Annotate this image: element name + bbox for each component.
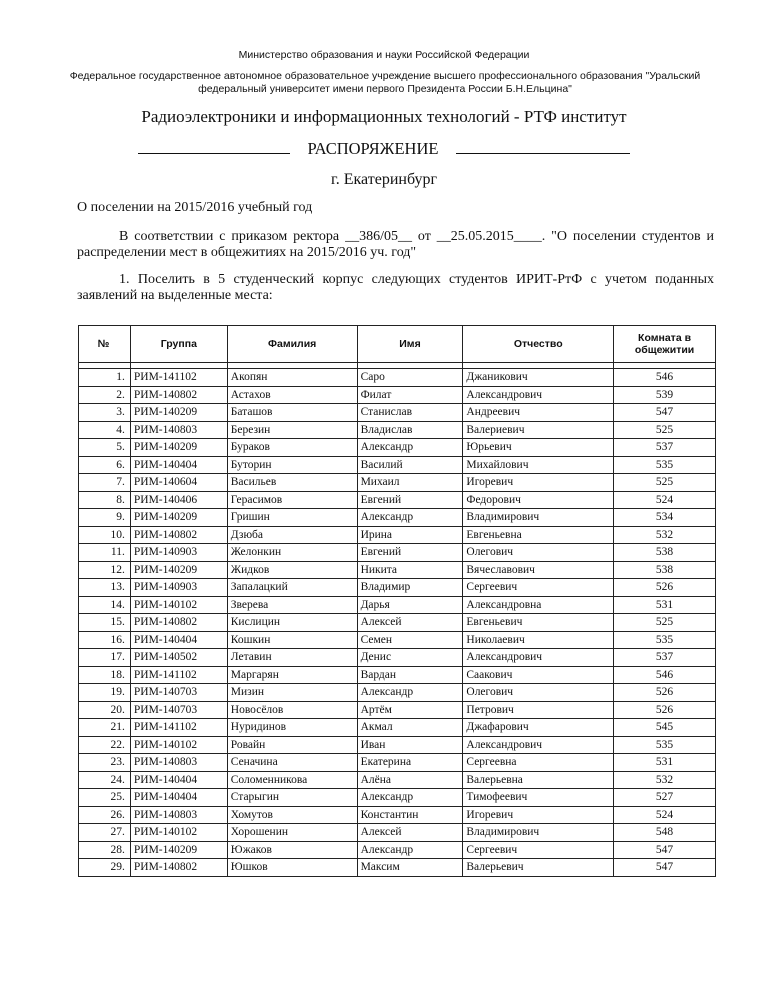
row-patronymic: Юрьевич bbox=[463, 439, 614, 457]
row-surname: Баташов bbox=[227, 404, 357, 422]
row-name: Максим bbox=[357, 859, 463, 877]
table-row bbox=[79, 404, 716, 422]
row-number: 5. bbox=[79, 439, 131, 457]
row-patronymic: Сергеевна bbox=[463, 754, 614, 772]
row-room: 532 bbox=[614, 771, 716, 789]
row-number: 22. bbox=[79, 736, 131, 754]
table-row bbox=[79, 509, 716, 527]
row-patronymic: Олегович bbox=[463, 544, 614, 562]
row-room: 525 bbox=[614, 474, 716, 492]
row-number: 2. bbox=[79, 386, 131, 404]
row-room: 524 bbox=[614, 806, 716, 824]
row-group: РИМ-140703 bbox=[130, 684, 227, 702]
row-name: Вардан bbox=[357, 666, 463, 684]
row-name: Денис bbox=[357, 649, 463, 667]
table-row bbox=[79, 789, 716, 807]
row-room: 531 bbox=[614, 754, 716, 772]
row-number: 17. bbox=[79, 649, 131, 667]
row-name: Станислав bbox=[357, 404, 463, 422]
paragraph-settle-text: 1. Поселить в 5 студенческий корпус следующих студентов ИРИТ-РтФ с учетом поданных заявлений на выделенные места: bbox=[77, 272, 714, 303]
row-group: РИМ-140404 bbox=[130, 456, 227, 474]
row-room: 547 bbox=[614, 859, 716, 877]
row-group: РИМ-140703 bbox=[130, 701, 227, 719]
row-surname: Сеначина bbox=[227, 754, 357, 772]
col-patronymic: Отчество bbox=[463, 326, 614, 363]
row-surname: Старыгин bbox=[227, 789, 357, 807]
row-group: РИМ-140102 bbox=[130, 736, 227, 754]
row-patronymic: Тимофеевич bbox=[463, 789, 614, 807]
row-patronymic: Владимирович bbox=[463, 824, 614, 842]
row-name: Алёна bbox=[357, 771, 463, 789]
row-patronymic: Евгеньевна bbox=[463, 526, 614, 544]
row-group: РИМ-141102 bbox=[130, 666, 227, 684]
row-group: РИМ-140209 bbox=[130, 561, 227, 579]
row-surname: Хорошенин bbox=[227, 824, 357, 842]
table-row bbox=[79, 526, 716, 544]
row-group: РИМ-140502 bbox=[130, 649, 227, 667]
row-number: 9. bbox=[79, 509, 131, 527]
row-name: Александр bbox=[357, 509, 463, 527]
row-surname: Зверева bbox=[227, 596, 357, 614]
students-table bbox=[78, 325, 716, 877]
row-number: 3. bbox=[79, 404, 131, 422]
row-patronymic: Джафарович bbox=[463, 719, 614, 737]
row-number: 4. bbox=[79, 421, 131, 439]
table-row bbox=[79, 649, 716, 667]
document-type-line bbox=[0, 137, 768, 159]
row-number: 13. bbox=[79, 579, 131, 597]
row-group: РИМ-140604 bbox=[130, 474, 227, 492]
row-number: 25. bbox=[79, 789, 131, 807]
row-patronymic: Вячеславович bbox=[463, 561, 614, 579]
row-name: Александр bbox=[357, 789, 463, 807]
table-row bbox=[79, 631, 716, 649]
row-room: 534 bbox=[614, 509, 716, 527]
blank-line-left bbox=[138, 137, 290, 154]
row-number: 7. bbox=[79, 474, 131, 492]
row-surname: Акопян bbox=[227, 369, 357, 387]
row-room: 526 bbox=[614, 579, 716, 597]
row-name: Евгений bbox=[357, 544, 463, 562]
row-room: 535 bbox=[614, 456, 716, 474]
row-surname: Васильев bbox=[227, 474, 357, 492]
row-surname: Астахов bbox=[227, 386, 357, 404]
row-patronymic: Олегович bbox=[463, 684, 614, 702]
row-group: РИМ-140803 bbox=[130, 754, 227, 772]
row-group: РИМ-140209 bbox=[130, 841, 227, 859]
row-patronymic: Саакович bbox=[463, 666, 614, 684]
table-row bbox=[79, 474, 716, 492]
row-surname: Новосёлов bbox=[227, 701, 357, 719]
row-patronymic: Джаникович bbox=[463, 369, 614, 387]
row-surname: Гришин bbox=[227, 509, 357, 527]
row-group: РИМ-140802 bbox=[130, 526, 227, 544]
row-name: Константин bbox=[357, 806, 463, 824]
row-room: 525 bbox=[614, 421, 716, 439]
order-subject: О поселении на 2015/2016 учебный год bbox=[77, 200, 313, 215]
row-room: 524 bbox=[614, 491, 716, 509]
row-patronymic: Игоревич bbox=[463, 806, 614, 824]
row-number: 1. bbox=[79, 369, 131, 387]
row-surname: Юшков bbox=[227, 859, 357, 877]
row-patronymic: Федорович bbox=[463, 491, 614, 509]
row-patronymic: Валерьевич bbox=[463, 859, 614, 877]
row-patronymic: Михайлович bbox=[463, 456, 614, 474]
row-name: Александр bbox=[357, 684, 463, 702]
row-patronymic: Сергеевич bbox=[463, 841, 614, 859]
table-row bbox=[79, 719, 716, 737]
row-room: 547 bbox=[614, 404, 716, 422]
table-row bbox=[79, 561, 716, 579]
row-number: 12. bbox=[79, 561, 131, 579]
row-room: 527 bbox=[614, 789, 716, 807]
row-name: Михаил bbox=[357, 474, 463, 492]
row-surname: Березин bbox=[227, 421, 357, 439]
row-surname: Герасимов bbox=[227, 491, 357, 509]
row-name: Екатерина bbox=[357, 754, 463, 772]
document-type: РАСПОРЯЖЕНИЕ bbox=[307, 139, 439, 158]
row-room: 538 bbox=[614, 544, 716, 562]
row-number: 24. bbox=[79, 771, 131, 789]
row-group: РИМ-140802 bbox=[130, 614, 227, 632]
row-name: Владислав bbox=[357, 421, 463, 439]
row-name: Евгений bbox=[357, 491, 463, 509]
col-name: Имя bbox=[357, 326, 463, 363]
table-header-row bbox=[79, 326, 716, 363]
table-row bbox=[79, 859, 716, 877]
row-group: РИМ-140209 bbox=[130, 404, 227, 422]
row-patronymic: Александровна bbox=[463, 596, 614, 614]
table-row bbox=[79, 824, 716, 842]
row-surname: Запалацкий bbox=[227, 579, 357, 597]
row-patronymic: Николаевич bbox=[463, 631, 614, 649]
row-patronymic: Александрович bbox=[463, 736, 614, 754]
table-row bbox=[79, 771, 716, 789]
row-group: РИМ-140802 bbox=[130, 859, 227, 877]
row-group: РИМ-140803 bbox=[130, 421, 227, 439]
row-surname: Кошкин bbox=[227, 631, 357, 649]
row-room: 539 bbox=[614, 386, 716, 404]
row-surname: Южаков bbox=[227, 841, 357, 859]
col-surname: Фамилия bbox=[227, 326, 357, 363]
blank-line-right bbox=[456, 137, 630, 154]
table-row bbox=[79, 666, 716, 684]
row-room: 535 bbox=[614, 736, 716, 754]
row-room: 535 bbox=[614, 631, 716, 649]
table-row bbox=[79, 421, 716, 439]
row-group: РИМ-140903 bbox=[130, 544, 227, 562]
row-surname: Буторин bbox=[227, 456, 357, 474]
row-patronymic: Петрович bbox=[463, 701, 614, 719]
row-room: 548 bbox=[614, 824, 716, 842]
row-number: 28. bbox=[79, 841, 131, 859]
table-row bbox=[79, 369, 716, 387]
row-room: 546 bbox=[614, 666, 716, 684]
row-name: Артём bbox=[357, 701, 463, 719]
row-room: 537 bbox=[614, 439, 716, 457]
col-room: Комната в общежитии bbox=[614, 326, 716, 363]
row-surname: Дзюба bbox=[227, 526, 357, 544]
row-surname: Кислицин bbox=[227, 614, 357, 632]
row-surname: Соломенникова bbox=[227, 771, 357, 789]
row-number: 15. bbox=[79, 614, 131, 632]
row-name: Александр bbox=[357, 439, 463, 457]
table-row bbox=[79, 491, 716, 509]
row-name: Алексей bbox=[357, 824, 463, 842]
row-group: РИМ-140102 bbox=[130, 824, 227, 842]
row-surname: Ровайн bbox=[227, 736, 357, 754]
row-group: РИМ-140803 bbox=[130, 806, 227, 824]
row-group: РИМ-140404 bbox=[130, 771, 227, 789]
ministry-name: Министерство образования и науки Российской Федерации bbox=[238, 49, 530, 61]
col-number: № bbox=[79, 326, 131, 363]
row-number: 6. bbox=[79, 456, 131, 474]
row-surname: Бураков bbox=[227, 439, 357, 457]
row-number: 21. bbox=[79, 719, 131, 737]
row-room: 525 bbox=[614, 614, 716, 632]
table-row bbox=[79, 544, 716, 562]
row-name: Филат bbox=[357, 386, 463, 404]
row-group: РИМ-140406 bbox=[130, 491, 227, 509]
paragraph-settle bbox=[77, 272, 714, 304]
row-name: Дарья bbox=[357, 596, 463, 614]
paragraph-basis-text: В соответствии с приказом ректора __386/05__ от __25.05.2015____. "О поселении студентов и распределении мест в общежитиях на 2015/2016 уч. год" bbox=[77, 229, 714, 260]
row-surname: Нуридинов bbox=[227, 719, 357, 737]
row-name: Иван bbox=[357, 736, 463, 754]
organization-name: Федеральное государственное автономное образовательное учреждение высшего профессионального образования "Уральский федеральный университет имени первого Президента России Б.Н.Ельцина" bbox=[69, 70, 701, 95]
row-name: Владимир bbox=[357, 579, 463, 597]
row-name: Семен bbox=[357, 631, 463, 649]
row-number: 18. bbox=[79, 666, 131, 684]
row-number: 23. bbox=[79, 754, 131, 772]
row-group: РИМ-140404 bbox=[130, 631, 227, 649]
table-row bbox=[79, 754, 716, 772]
row-number: 20. bbox=[79, 701, 131, 719]
row-patronymic: Евгеньевич bbox=[463, 614, 614, 632]
table-row bbox=[79, 806, 716, 824]
row-number: 29. bbox=[79, 859, 131, 877]
row-room: 538 bbox=[614, 561, 716, 579]
row-room: 545 bbox=[614, 719, 716, 737]
row-name: Алексей bbox=[357, 614, 463, 632]
city: г. Екатеринбург bbox=[330, 171, 438, 188]
row-name: Ирина bbox=[357, 526, 463, 544]
table-row bbox=[79, 439, 716, 457]
row-name: Александр bbox=[357, 841, 463, 859]
paragraph-basis bbox=[77, 229, 714, 261]
row-number: 8. bbox=[79, 491, 131, 509]
row-surname: Летавин bbox=[227, 649, 357, 667]
row-name: Василий bbox=[357, 456, 463, 474]
row-patronymic: Валерьевна bbox=[463, 771, 614, 789]
row-number: 10. bbox=[79, 526, 131, 544]
row-group: РИМ-141102 bbox=[130, 369, 227, 387]
row-patronymic: Александрович bbox=[463, 649, 614, 667]
row-group: РИМ-140209 bbox=[130, 439, 227, 457]
table-row bbox=[79, 684, 716, 702]
row-name: Акмал bbox=[357, 719, 463, 737]
row-patronymic: Андреевич bbox=[463, 404, 614, 422]
row-room: 526 bbox=[614, 684, 716, 702]
row-number: 26. bbox=[79, 806, 131, 824]
row-group: РИМ-141102 bbox=[130, 719, 227, 737]
row-group: РИМ-140903 bbox=[130, 579, 227, 597]
row-name: Саро bbox=[357, 369, 463, 387]
row-name: Никита bbox=[357, 561, 463, 579]
table-row bbox=[79, 701, 716, 719]
table-row bbox=[79, 614, 716, 632]
row-surname: Хомутов bbox=[227, 806, 357, 824]
row-number: 27. bbox=[79, 824, 131, 842]
row-patronymic: Александрович bbox=[463, 386, 614, 404]
row-patronymic: Валериевич bbox=[463, 421, 614, 439]
row-number: 11. bbox=[79, 544, 131, 562]
table-row bbox=[79, 841, 716, 859]
institute-name: Радиоэлектроники и информационных технологий - РТФ институт bbox=[141, 107, 627, 126]
table-row bbox=[79, 386, 716, 404]
row-surname: Желонкин bbox=[227, 544, 357, 562]
row-patronymic: Сергеевич bbox=[463, 579, 614, 597]
row-room: 531 bbox=[614, 596, 716, 614]
row-group: РИМ-140102 bbox=[130, 596, 227, 614]
row-number: 14. bbox=[79, 596, 131, 614]
table-row bbox=[79, 456, 716, 474]
row-room: 526 bbox=[614, 701, 716, 719]
col-group: Группа bbox=[130, 326, 227, 363]
row-patronymic: Игоревич bbox=[463, 474, 614, 492]
row-room: 532 bbox=[614, 526, 716, 544]
row-number: 19. bbox=[79, 684, 131, 702]
table-row bbox=[79, 596, 716, 614]
row-surname: Жидков bbox=[227, 561, 357, 579]
row-room: 546 bbox=[614, 369, 716, 387]
row-surname: Мизин bbox=[227, 684, 357, 702]
row-room: 547 bbox=[614, 841, 716, 859]
row-room: 537 bbox=[614, 649, 716, 667]
row-group: РИМ-140404 bbox=[130, 789, 227, 807]
row-number: 16. bbox=[79, 631, 131, 649]
row-surname: Маргарян bbox=[227, 666, 357, 684]
table-row bbox=[79, 579, 716, 597]
row-patronymic: Владимирович bbox=[463, 509, 614, 527]
row-group: РИМ-140209 bbox=[130, 509, 227, 527]
row-group: РИМ-140802 bbox=[130, 386, 227, 404]
table-row bbox=[79, 736, 716, 754]
